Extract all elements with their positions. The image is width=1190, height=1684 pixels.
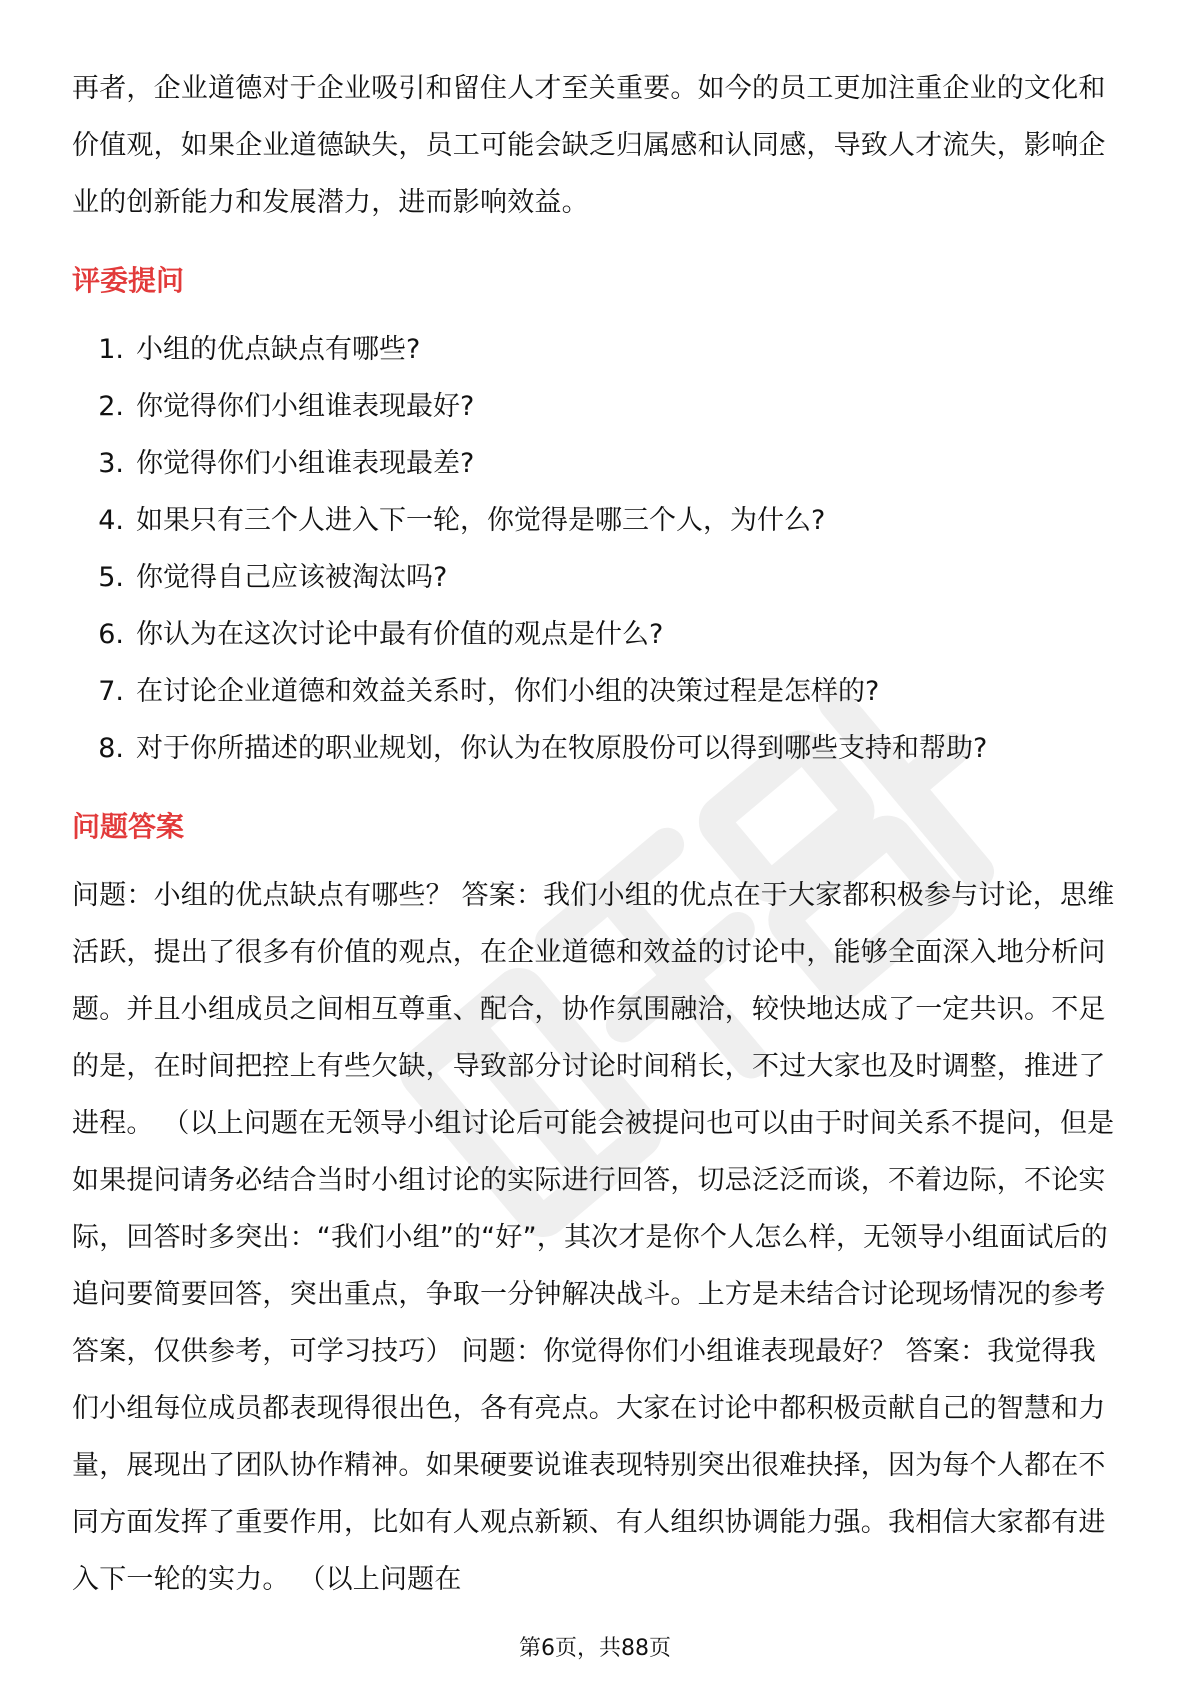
questions-heading: 评委提问: [72, 264, 185, 297]
question-text: 你觉得你们小组谁表现最好?: [136, 391, 475, 422]
question-item-3: [72, 435, 1122, 492]
intro-paragraph: 再者，企业道德对于企业吸引和留住人才至关重要。如今的员工更加注重企业的文化和价值观，如果企业道德缺失，员工可能会缺乏归属感和认同感，导致人才流失，影响企业的创新能力和发展潜力，进而影响效益。: [72, 73, 1106, 218]
question-text: 对于你所描述的职业规划，你认为在牧原股份可以得到哪些支持和帮助?: [136, 733, 988, 764]
question-text: 你觉得你们小组谁表现最差?: [136, 448, 475, 479]
question-number: 8.: [98, 733, 124, 764]
question-text: 小组的优点缺点有哪些?: [136, 334, 421, 365]
question-number: 6.: [98, 619, 124, 650]
question-number: 2.: [98, 391, 124, 422]
question-number: 3.: [98, 448, 124, 479]
question-item-1: [72, 321, 1122, 378]
page-footer: 第6页，共88页: [519, 1636, 671, 1661]
answers-body: 问题：小组的优点缺点有哪些？ 答案：我们小组的优点在于大家都积极参与讨论，思维活跃，提出了很多有价值的观点，在企业道德和效益的讨论中，能够全面深入地分析问题。并且小组成员之间相互尊重、配合，协作氛围融洽，较快地达成了一定共识。不足的是，在时间把控上有些欠缺，导致部分讨论时间稍长，不过大家也及时调整，推进了进程。 （以上问题在无领导小组讨论后可能会被提问也可以由于时间关系不提问，但是如果提问请务必结合当时小组讨论的实际进行回答，切忌泛泛而谈，不着边际，不论实际，回答时多突出：“我们小组”的“好”，其次才是你个人怎么样，无领导小组面试后的追问要简要回答，突出重点，争取一分钟解决战斗。上方是未结合讨论现场情况的参考答案，仅供参考，可学习技巧） 问题：你觉得你们小组谁表现最好？ 答案：我觉得我们小组每位成员都表现得很出色，各有亮点。大家在讨论中都积极贡献自己的智慧和力量，展现出了团队协作精神。如果硬要说谁表现特别突出很难抉择，因为每个人都在不同方面发挥了重要作用，比如有人观点新颖、有人组织协调能力强。我相信大家都有进入下一轮的实力。 （以上问题在: [72, 880, 1115, 1595]
document-page: [72, 60, 1122, 1608]
question-number: 1.: [98, 334, 124, 365]
question-number: 5.: [98, 562, 124, 593]
question-number: 4.: [98, 505, 124, 536]
question-text: 在讨论企业道德和效益关系时，你们小组的决策过程是怎样的?: [136, 676, 880, 707]
questions-list: [72, 321, 1122, 777]
question-item-7: [72, 663, 1122, 720]
question-item-8: [72, 720, 1122, 777]
question-text: 你觉得自己应该被淘汰吗?: [136, 562, 448, 593]
answers-heading: 问题答案: [72, 810, 185, 843]
question-item-4: [72, 492, 1122, 549]
question-number: 7.: [98, 676, 124, 707]
question-item-5: [72, 549, 1122, 606]
question-item-6: [72, 606, 1122, 663]
question-text: 你认为在这次讨论中最有价值的观点是什么?: [136, 619, 664, 650]
question-item-2: [72, 378, 1122, 435]
question-text: 如果只有三个人进入下一轮，你觉得是哪三个人，为什么?: [136, 505, 826, 536]
